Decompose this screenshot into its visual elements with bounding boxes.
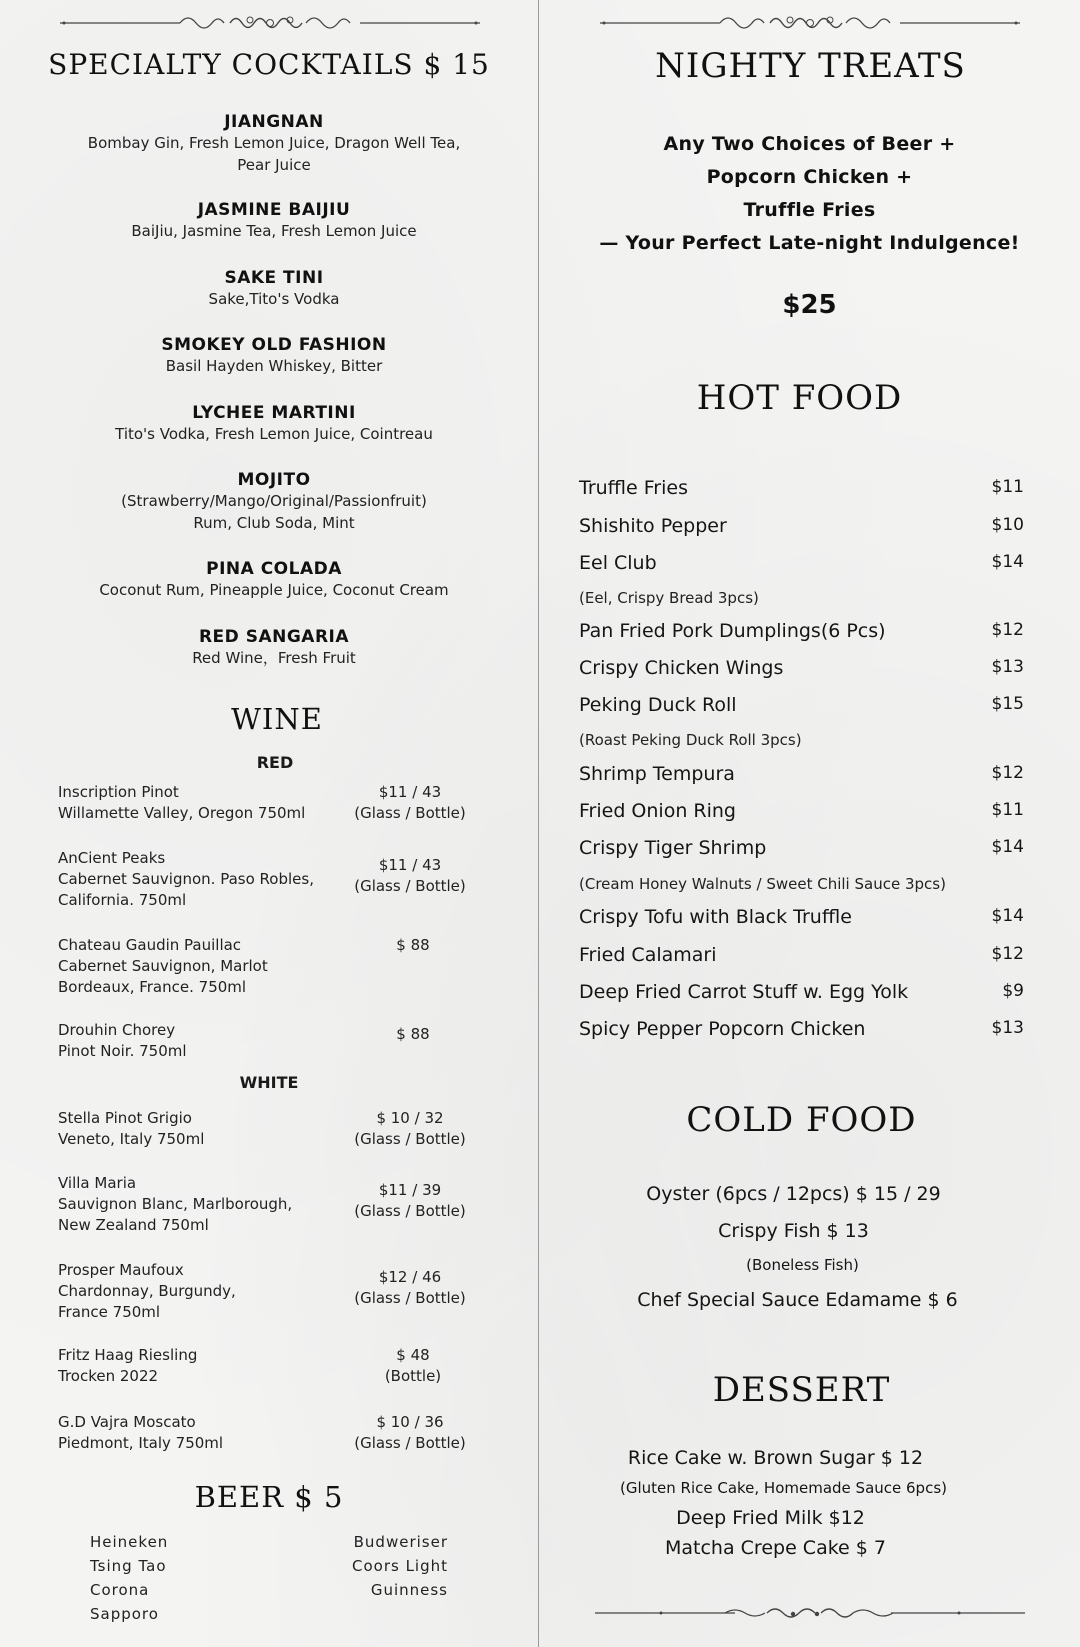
hot-food-name: Crispy Chicken Wings xyxy=(579,657,784,679)
wine-description-line: Drouhin Chorey xyxy=(58,1021,176,1039)
beer-item: Corona xyxy=(90,1581,150,1599)
wine-description xyxy=(58,1020,338,1062)
beer-item: Guinness xyxy=(370,1581,448,1599)
wine-description xyxy=(58,1260,338,1323)
wine-price xyxy=(345,1267,475,1309)
beer-list-left xyxy=(90,1530,168,1626)
wine-description-line: Pinot Noir. 750ml xyxy=(58,1042,187,1060)
cocktail-name: LYCHEE MARTINI xyxy=(192,403,356,423)
cocktail-description: (Strawberry/Mango/Original/Passionfruit) xyxy=(121,492,427,510)
cocktail-item xyxy=(0,268,538,310)
cocktail-item xyxy=(0,335,538,377)
hot-food-name: Peking Duck Roll xyxy=(579,694,737,716)
wine-price xyxy=(345,1180,475,1222)
wine-description-line: Chateau Gaudin Pauillac xyxy=(58,936,242,954)
cocktail-description: Basil Hayden Whiskey, Bitter xyxy=(165,357,383,375)
wine-price-line: (Glass / Bottle) xyxy=(354,877,466,895)
wine-description xyxy=(58,935,338,998)
cocktail-description: BaiJiu, Jasmine Tea, Fresh Lemon Juice xyxy=(131,222,417,240)
wine-description-line: Cabernet Sauvignon. Paso Robles, xyxy=(58,870,314,888)
wine-description-line: Veneto, Italy 750ml xyxy=(58,1130,205,1148)
dessert-item: Rice Cake w. Brown Sugar $ 12 xyxy=(627,1447,924,1469)
wine-description-line: Chardonnay, Burgundy, xyxy=(58,1282,236,1300)
hot-food-note: (Roast Peking Duck Roll 3pcs) xyxy=(579,731,802,749)
hot-food-price: $10 xyxy=(991,515,1024,535)
hot-food-name: Truffle Fries xyxy=(579,477,688,499)
dessert-item-note: (Gluten Rice Cake, Homemade Sauce 6pcs) xyxy=(619,1479,947,1497)
hot-food-price: $13 xyxy=(991,657,1024,677)
beer-item: Heineken xyxy=(90,1533,169,1551)
hot-food-price: $9 xyxy=(1002,981,1024,1001)
beer-item: Tsing Tao xyxy=(90,1557,167,1575)
beer-list-right xyxy=(340,1530,448,1602)
dessert-item: Matcha Crepe Cake $ 7 xyxy=(665,1537,886,1559)
wine-price xyxy=(348,1345,478,1387)
beer-item: Budweriser xyxy=(353,1533,448,1551)
red-label: RED xyxy=(256,753,294,772)
cocktail-name: SAKE TINI xyxy=(224,268,324,288)
cocktail-item xyxy=(0,200,538,242)
hot-food-price: $12 xyxy=(991,944,1024,964)
wine-price-line: (Glass / Bottle) xyxy=(354,1130,466,1148)
wine-price-line: (Glass / Bottle) xyxy=(354,1434,466,1452)
wine-price xyxy=(348,1024,478,1045)
cocktail-description: Sake,Tito's Vodka xyxy=(208,290,340,308)
wine-description-line: Prosper Maufoux xyxy=(58,1261,184,1279)
top-ornament-right xyxy=(600,10,1020,36)
cocktail-description: Red Wine，Fresh Fruit xyxy=(192,649,356,667)
treats-heading: NIGHTY TREATS xyxy=(655,46,966,86)
cocktail-name: MOJITO xyxy=(237,470,311,490)
hot-food-name: Spicy Pepper Popcorn Chicken xyxy=(579,1018,866,1040)
treats-line: Popcorn Chicken + xyxy=(706,166,913,188)
wine-description xyxy=(58,1173,338,1236)
cocktail-description: Tito's Vodka, Fresh Lemon Juice, Cointreau xyxy=(115,425,433,443)
treats-line: Truffle Fries xyxy=(743,199,876,221)
treats-line: — Your Perfect Late-night Indulgence! xyxy=(599,232,1020,254)
top-ornament-left xyxy=(60,10,480,36)
hot-food-name: Shishito Pepper xyxy=(579,515,727,537)
hot-food-price: $13 xyxy=(991,1018,1024,1038)
cocktail-description: Pear Juice xyxy=(237,156,311,174)
wine-description-line: Cabernet Sauvignon, Marlot xyxy=(58,957,268,975)
cocktail-name: JASMINE BAIJIU xyxy=(197,200,351,220)
wine-heading: WINE xyxy=(231,702,323,736)
treats-description xyxy=(539,128,1080,260)
beer-item: Sapporo xyxy=(90,1605,159,1623)
cold-item-note: (Boneless Fish) xyxy=(746,1256,859,1274)
cold-item: Chef Special Sauce Edamame $ 6 xyxy=(637,1289,958,1311)
treats-line: Any Two Choices of Beer + xyxy=(663,133,956,155)
hot-food-name: Deep Fried Carrot Stuff w. Egg Yolk xyxy=(579,981,909,1003)
wine-price-line: (Glass / Bottle) xyxy=(354,804,466,822)
hot-food-name: Fried Calamari xyxy=(579,944,717,966)
hot-food-price: $11 xyxy=(991,477,1024,497)
hot-food-name: Pan Fried Pork Dumplings(6 Pcs) xyxy=(579,620,886,642)
cocktail-name: SMOKEY OLD FASHION xyxy=(161,335,387,355)
wine-description-line: Piedmont, Italy 750ml xyxy=(58,1434,224,1452)
cocktail-item xyxy=(0,627,538,669)
wine-description-line: New Zealand 750ml xyxy=(58,1216,209,1234)
cocktail-description: Rum, Club Soda, Mint xyxy=(193,514,355,532)
hot-food-price: $15 xyxy=(991,694,1024,714)
wine-price xyxy=(348,935,478,956)
cold-food-heading: COLD FOOD xyxy=(686,1100,917,1140)
cocktail-name: RED SANGARIA xyxy=(198,627,350,647)
hot-food-name: Eel Club xyxy=(579,552,657,574)
wine-description xyxy=(58,1108,338,1150)
cocktail-item xyxy=(0,470,538,534)
wine-description-line: Stella Pinot Grigio xyxy=(58,1109,192,1127)
wine-description xyxy=(58,782,338,824)
wine-description-line: Trocken 2022 xyxy=(58,1367,159,1385)
hot-food-price: $14 xyxy=(991,906,1024,926)
wine-description-line: Inscription Pinot xyxy=(58,783,179,801)
wine-price-line: (Glass / Bottle) xyxy=(354,1289,466,1307)
dessert-item: Deep Fried Milk $12 xyxy=(676,1507,865,1529)
treats-price: $25 xyxy=(782,290,837,320)
wine-description-line: California. 750ml xyxy=(58,891,187,909)
hot-food-name: Crispy Tofu with Black Truffle xyxy=(579,906,852,928)
hot-food-name: Crispy Tiger Shrimp xyxy=(579,837,767,859)
wine-price-line: $ 88 xyxy=(396,936,430,954)
cocktail-name: JIANGNAN xyxy=(224,112,324,132)
wine-description xyxy=(58,1412,338,1454)
hot-food-note: (Eel, Crispy Bread 3pcs) xyxy=(579,589,759,607)
hot-food-price: $11 xyxy=(991,800,1024,820)
hot-food-note: (Cream Honey Walnuts / Sweet Chili Sauce 3pcs) xyxy=(579,875,946,893)
wine-price-line: $ 48 xyxy=(396,1346,430,1364)
cold-item: Oyster (6pcs / 12pcs) $ 15 / 29 xyxy=(646,1183,941,1205)
wine-price-line: (Glass / Bottle) xyxy=(354,1202,466,1220)
hot-food-price: $12 xyxy=(991,763,1024,783)
wine-description-line: Willamette Valley, Oregon 750ml xyxy=(58,804,306,822)
wine-price-line: $ 88 xyxy=(396,1025,430,1043)
beer-item: Coors Light xyxy=(351,1557,448,1575)
cocktail-name: PINA COLADA xyxy=(206,559,342,579)
wine-price-line: $11 / 43 xyxy=(378,783,442,801)
wine-price xyxy=(345,855,475,897)
wine-price xyxy=(345,1412,475,1454)
wine-description-line: G.D Vajra Moscato xyxy=(58,1413,196,1431)
cocktails-heading: SPECIALTY COCKTAILS $ 15 xyxy=(48,48,490,81)
wine-description-line: Fritz Haag Riesling xyxy=(58,1346,198,1364)
wine-description-line: Villa Maria xyxy=(58,1174,137,1192)
wine-price-line: (Bottle) xyxy=(384,1367,442,1385)
hot-food-name: Fried Onion Ring xyxy=(579,800,736,822)
hot-food-heading: HOT FOOD xyxy=(696,378,903,418)
wine-description-line: Sauvignon Blanc, Marlborough, xyxy=(58,1195,293,1213)
wine-price-line: $11 / 43 xyxy=(378,856,442,874)
cocktail-description: Coconut Rum, Pineapple Juice, Coconut Cream xyxy=(99,581,449,599)
bottom-ornament xyxy=(595,1600,1025,1626)
hot-food-name: Shrimp Tempura xyxy=(579,763,735,785)
wine-price-line: $12 / 46 xyxy=(378,1268,442,1286)
wine-price-line: $ 10 / 36 xyxy=(376,1413,444,1431)
beer-heading: BEER $ 5 xyxy=(194,1480,344,1514)
hot-food-price: $12 xyxy=(991,620,1024,640)
wine-price xyxy=(345,1108,475,1150)
cocktail-item xyxy=(0,112,538,176)
white-label: WHITE xyxy=(239,1073,299,1092)
wine-description-line: France 750ml xyxy=(58,1303,161,1321)
dessert-heading: DESSERT xyxy=(712,1370,891,1410)
cocktail-description: Bombay Gin, Fresh Lemon Juice, Dragon Well Tea, xyxy=(87,134,461,152)
wine-price-line: $11 / 39 xyxy=(378,1181,442,1199)
hot-food-price: $14 xyxy=(991,837,1024,857)
hot-food-price: $14 xyxy=(991,552,1024,572)
wine-price-line: $ 10 / 32 xyxy=(376,1109,444,1127)
wine-description xyxy=(58,848,338,911)
wine-price xyxy=(345,782,475,824)
cold-item: Crispy Fish $ 13 xyxy=(718,1220,869,1242)
cocktail-item xyxy=(0,403,538,445)
wine-description-line: Bordeaux, France. 750ml xyxy=(58,978,247,996)
cocktail-item xyxy=(0,559,538,601)
wine-description xyxy=(58,1345,338,1387)
wine-description-line: AnCient Peaks xyxy=(58,849,166,867)
